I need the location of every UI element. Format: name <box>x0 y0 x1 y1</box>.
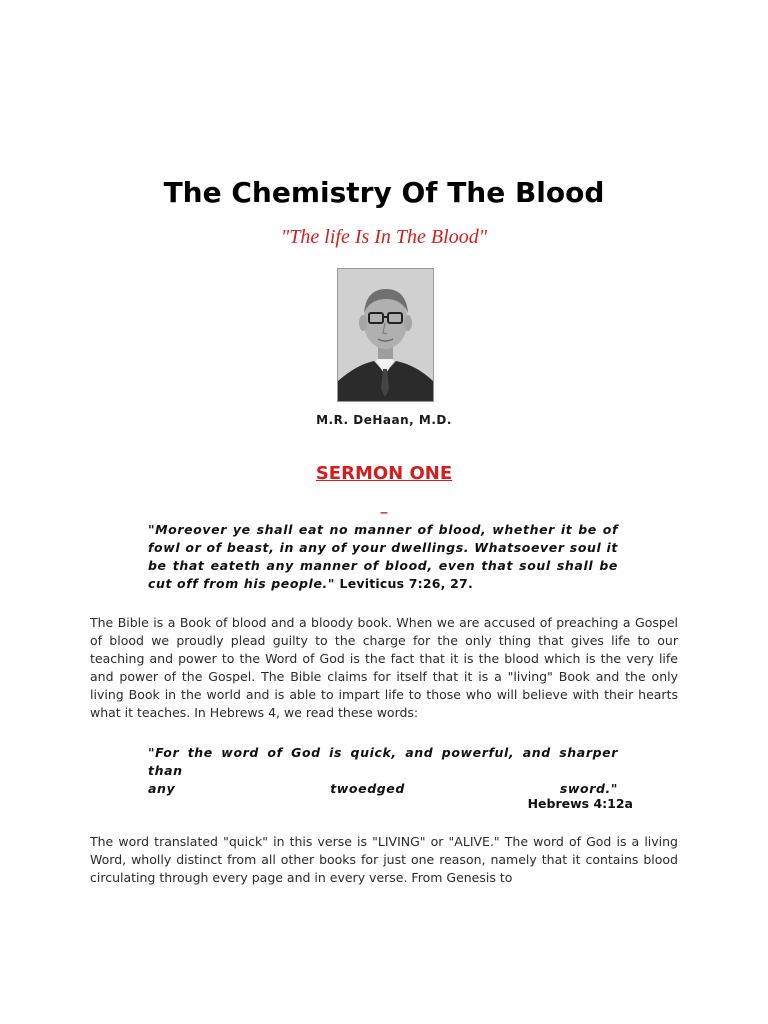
author-portrait <box>337 268 434 402</box>
hebrews-quote-line-1: "For the word of God is quick, and powerful, and sharper than <box>148 745 618 778</box>
sermon-heading: SERMON ONE <box>315 463 453 484</box>
hebrews-quote-word: sword." <box>559 781 618 796</box>
body-paragraph-1: The Bible is a Book of blood and a bloody book. When we are accused of preaching a Gospel of blood we proudly plead guilty to the charge for the only thing that gives life to our teaching and power to the Word of God is the fact that it is the blood which is the very life and power of the Gospel. The Bible claims for itself that it is a "living" Book and the only living Book in the world and is able to impart life to those who will believe with their hearts what it teaches. In Hebrews 4, we read these words: <box>90 615 678 720</box>
author-portrait-image <box>338 269 433 401</box>
hebrews-quote-word: twoedged <box>330 781 405 796</box>
leviticus-reference: Leviticus 7:26, 27. <box>334 576 473 591</box>
author-name: M.R. DeHaan, M.D. <box>316 413 452 427</box>
leviticus-quote <box>148 521 618 593</box>
sermon-underscore: _ <box>380 498 388 514</box>
hebrews-reference: Hebrews 4:12a <box>527 796 633 811</box>
hebrews-quote-word: any <box>148 781 176 796</box>
document-subtitle: "The life Is In The Blood" <box>280 226 488 248</box>
document-title: The Chemistry Of The Blood <box>163 176 605 209</box>
body-paragraph-2: The word translated "quick" in this verse is "LIVING" or "ALIVE." The word of God is a living Word, wholly distinct from all other books for just one reason, namely that it contains blood circulating through every page and in every verse. From Genesis to <box>90 834 678 885</box>
hebrews-quote <box>148 744 618 798</box>
leviticus-quote-text: "Moreover ye shall eat no manner of blood, whether it be of fowl or of beast, in any of your dwellings. Whatsoever soul it be that eateth any manner of blood, even that soul shall be cut off from his people." <box>148 522 618 591</box>
